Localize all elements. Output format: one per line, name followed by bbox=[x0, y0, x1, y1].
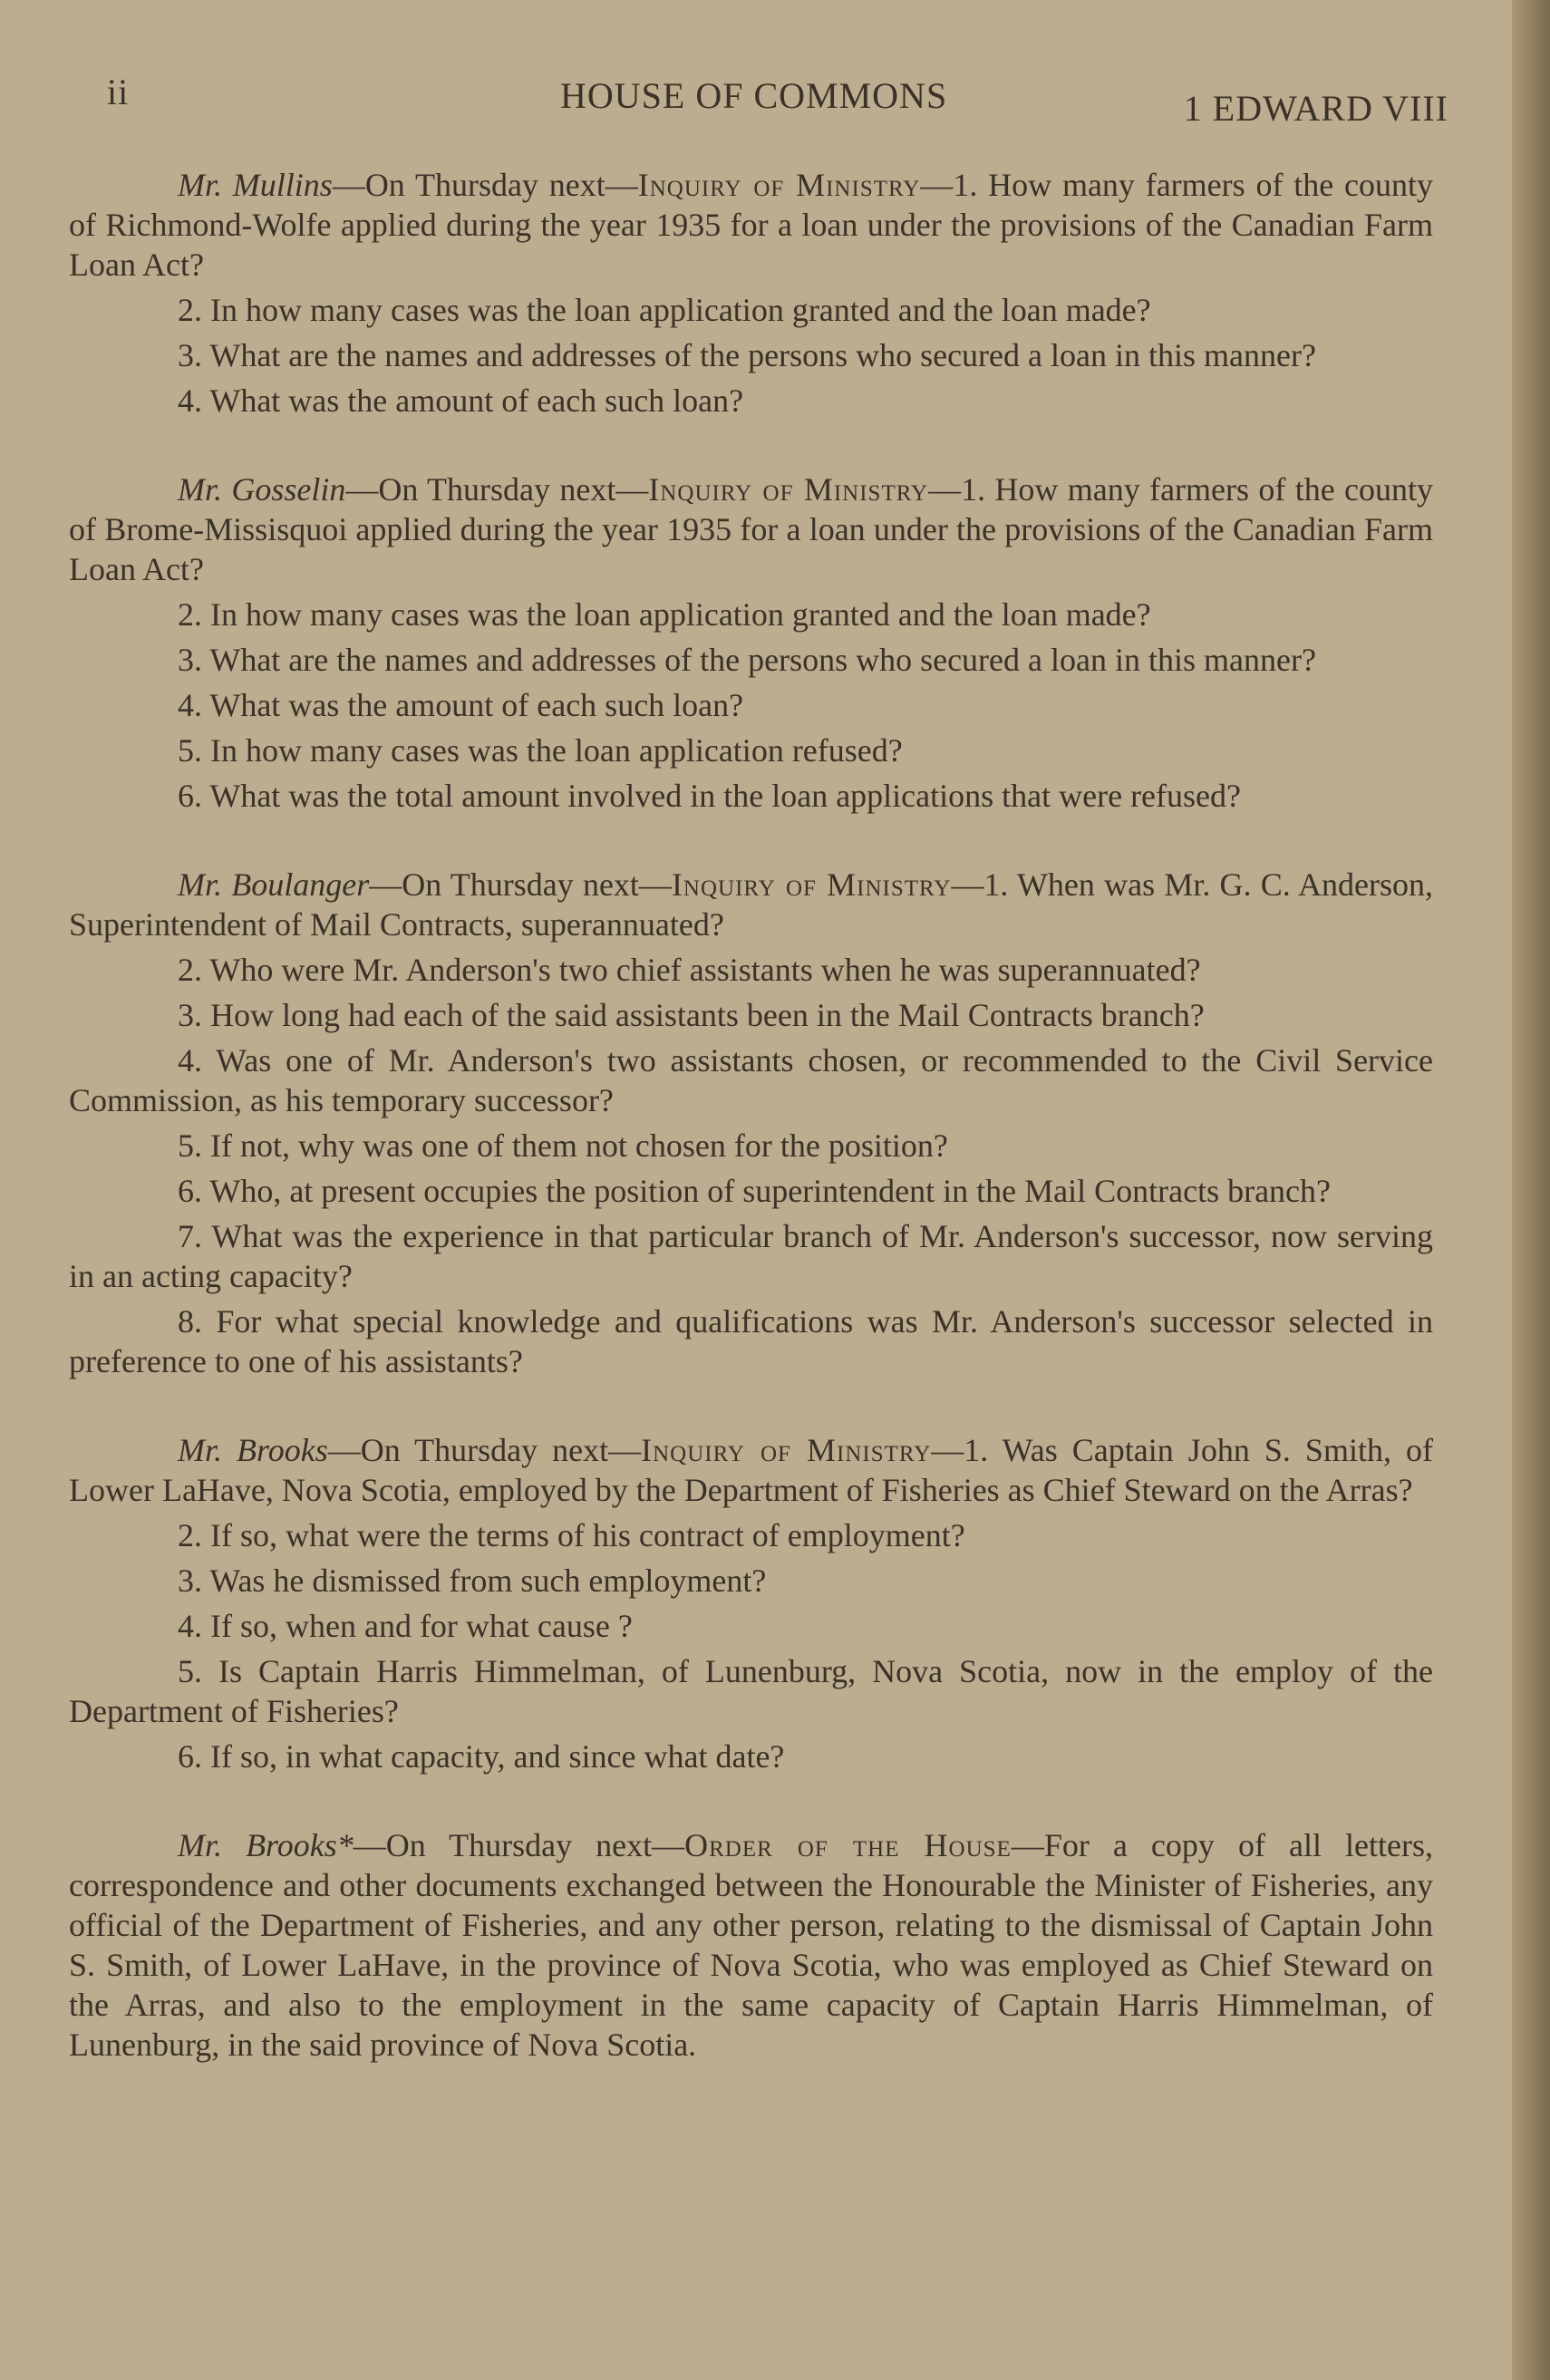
motion-type: Inquiry of Ministry bbox=[648, 471, 929, 508]
member-name: Mr. Brooks* bbox=[178, 1827, 354, 1863]
member-name: Mr. Brooks bbox=[178, 1432, 328, 1468]
notice-paragraph: 5. Is Captain Harris Himmelman, of Lunenburg, Nova Scotia, now in the employ of the Department of Fisheries? bbox=[69, 1653, 1433, 1729]
notice-item bbox=[69, 1825, 1433, 2065]
member-name: Mr. Gosselin bbox=[178, 471, 346, 508]
notice-paragraph: Mr. Brooks—On Thursday next—Inquiry of Ministry—1. Was Captain John S. Smith, of Lower LaHave, Nova Scotia, employed by the Department of Fisheries as Chief Steward on the Arras? bbox=[69, 1432, 1434, 1508]
motion-type: Order of the House bbox=[684, 1827, 1012, 1863]
notice-item bbox=[69, 165, 1433, 421]
member-name: Mr. Boulanger bbox=[178, 866, 370, 903]
notice-item bbox=[69, 865, 1433, 1381]
notice-item bbox=[69, 469, 1433, 816]
notice-paragraph: 7. What was the experience in that particular branch of Mr. Anderson's successor, now serving in an acting capacity? bbox=[69, 1218, 1433, 1294]
notice-paragraph: 3. Was he dismissed from such employment? bbox=[178, 1562, 767, 1599]
notice-paragraph: 5. If not, why was one of them not chosen for the position? bbox=[178, 1127, 948, 1164]
notice-paragraph: 2. In how many cases was the loan application granted and the loan made? bbox=[178, 596, 1151, 633]
notice-paragraph: 2. Who were Mr. Anderson's two chief assistants when he was superannuated? bbox=[178, 952, 1201, 988]
notice-paragraph: 3. What are the names and addresses of the persons who secured a loan in this manner? bbox=[178, 642, 1316, 678]
notice-paragraph: 6. If so, in what capacity, and since what date? bbox=[178, 1738, 785, 1775]
page-number: ii bbox=[107, 72, 130, 112]
notice-paragraph: 4. What was the amount of each such loan? bbox=[178, 687, 744, 723]
page-edge bbox=[1512, 0, 1550, 2380]
notice-paragraph: 8. For what special knowledge and qualifications was Mr. Anderson's successor selected in preference to one of his assistants? bbox=[69, 1303, 1433, 1379]
running-header bbox=[107, 71, 1448, 129]
notice-paragraph: Mr. Mullins—On Thursday next—Inquiry of Ministry—1. How many farmers of the county of Richmond-Wolfe applied during the year 1935 for a loan under the provisions of the Canadian Farm Loan Act? bbox=[69, 167, 1434, 283]
member-name: Mr. Mullins bbox=[178, 167, 333, 203]
notice-paragraph: 4. Was one of Mr. Anderson's two assistants chosen, or recommended to the Civil Service Commission, as his temporary successor? bbox=[69, 1042, 1433, 1118]
header-title: HOUSE OF COMMONS bbox=[560, 75, 948, 116]
notice-paragraph: 4. What was the amount of each such loan? bbox=[178, 382, 744, 419]
notice-paragraph: Mr. Boulanger—On Thursday next—Inquiry of Ministry—1. When was Mr. G. C. Anderson, Superintendent of Mail Contracts, superannuated? bbox=[69, 866, 1433, 943]
notice-paragraph: 6. What was the total amount involved in the loan applications that were refused? bbox=[178, 778, 1241, 814]
notice-paragraph: 2. In how many cases was the loan application granted and the loan made? bbox=[178, 292, 1151, 328]
motion-type: Inquiry of Ministry bbox=[671, 866, 952, 903]
notice-paragraph: 3. How long had each of the said assistants been in the Mail Contracts branch? bbox=[178, 997, 1205, 1033]
notice-paragraph: Mr. Gosselin—On Thursday next—Inquiry of Ministry—1. How many farmers of the county of Brome-Missisquoi applied during the year 1935 for a loan under the provisions of the Canadian Farm Loan Act? bbox=[69, 471, 1434, 587]
notice-paragraph: 2. If so, what were the terms of his contract of employment? bbox=[178, 1517, 965, 1553]
notice-paragraph: 5. In how many cases was the loan application refused? bbox=[178, 732, 903, 769]
notice-paragraph: 6. Who, at present occupies the position of superintendent in the Mail Contracts branch? bbox=[178, 1173, 1332, 1209]
motion-type: Inquiry of Ministry bbox=[641, 1432, 932, 1468]
motion-type: Inquiry of Ministry bbox=[637, 167, 921, 203]
notice-paragraph: 4. If so, when and for what cause ? bbox=[178, 1608, 633, 1644]
notice-paragraph: 3. What are the names and addresses of the persons who secured a loan in this manner? bbox=[178, 337, 1316, 373]
notice-item bbox=[69, 1430, 1433, 1776]
notice-list bbox=[69, 165, 1433, 2114]
header-session: 1 EDWARD VIII bbox=[1183, 88, 1448, 129]
notice-paragraph: Mr. Brooks*—On Thursday next—Order of the House—For a copy of all letters, correspondence and other documents exchanged between the Honourable the Minister of Fisheries, any official of the Department of Fisheries, and any other person, relating to the dismissal of Captain John S. Smith, of Lower LaHave, in the province of Nova Scotia, who was employed as Chief Steward on the Arras, and also to the employment in the same capacity of Captain Harris Himmelman, of Lunenburg, in the said province of Nova Scotia. bbox=[69, 1827, 1433, 2063]
